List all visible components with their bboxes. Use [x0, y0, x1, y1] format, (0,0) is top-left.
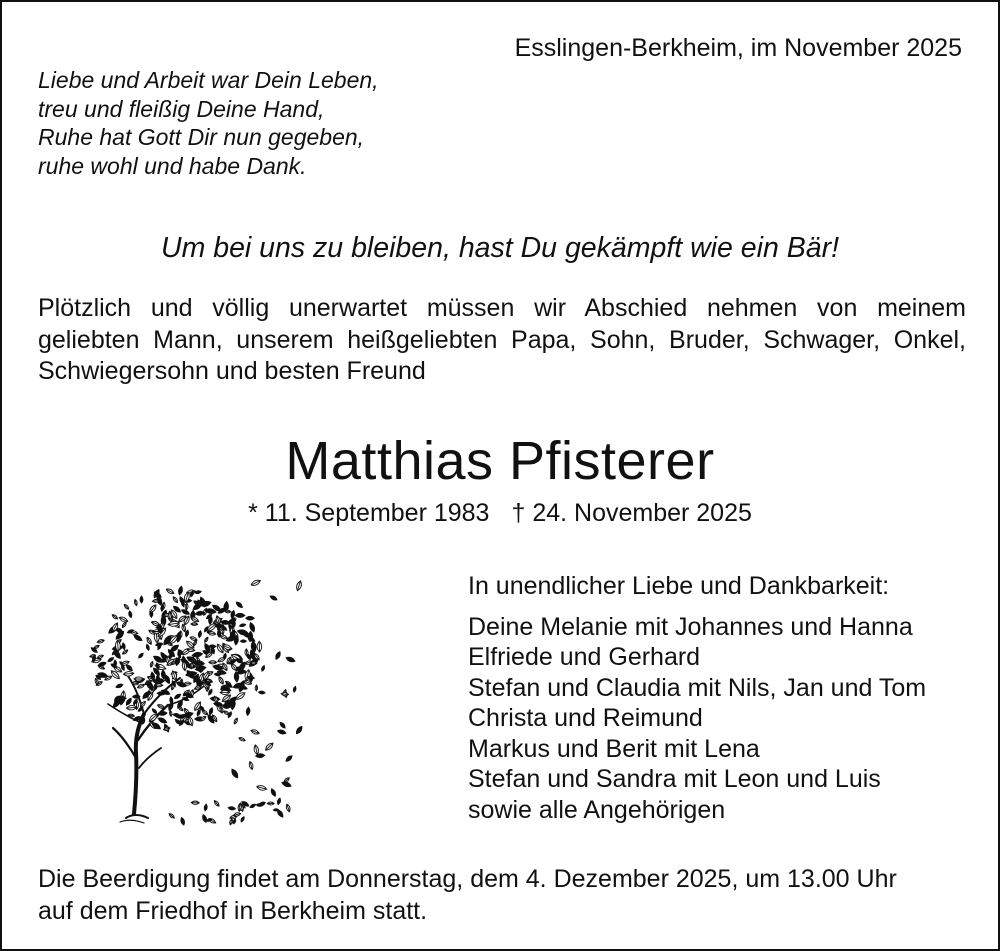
leaf-mark	[276, 809, 284, 818]
leaf-mark	[111, 613, 118, 620]
intro-line: Plötzlich und völlig unerwartet müssen wir Abschied nehmen von meinem	[38, 294, 966, 322]
leaf-mark	[217, 676, 224, 685]
leaf-mark	[246, 707, 251, 716]
intro-line: Schwiegersohn und besten Freund	[38, 357, 426, 385]
leaf-mark	[249, 622, 256, 633]
leaf-mark	[174, 693, 182, 700]
motto: Um bei uns zu bleiben, hast Du gekämpft wie ein Bär!	[160, 232, 840, 264]
leaf-mark	[181, 624, 187, 633]
leaf-mark	[181, 608, 191, 615]
leaf-mark	[229, 818, 233, 825]
leaf-mark	[255, 685, 258, 691]
leaf-mark	[118, 616, 128, 624]
mourner-entry: sowie alle Angehörigen	[468, 795, 726, 824]
life-dates	[2, 499, 998, 528]
leaf-mark	[157, 704, 165, 710]
leaf-mark	[176, 680, 187, 688]
leaf-mark	[248, 761, 254, 770]
leaf-mark	[249, 803, 256, 809]
leaf-mark	[258, 691, 265, 695]
poem	[38, 66, 379, 180]
leaf-mark	[285, 804, 291, 813]
poem-line: treu und fleißig Deine Hand,	[38, 95, 325, 122]
intro-line: geliebten Mann, unserem heißgeliebten Papa, Sohn, Bruder, Schwager, Onkel,	[38, 325, 966, 354]
mourner-entry: Christa und Reimund	[468, 704, 703, 732]
leaf-mark	[223, 710, 230, 716]
leaf-mark	[202, 814, 208, 823]
leaf-mark	[133, 634, 143, 642]
leaf-mark	[180, 817, 185, 825]
leaf-mark	[151, 708, 157, 714]
leaf-mark	[134, 599, 138, 606]
leaf-mark	[240, 640, 246, 643]
leaf-mark	[279, 721, 287, 729]
leaf-mark	[281, 781, 292, 788]
leaf-mark	[97, 639, 105, 644]
leaf-mark	[285, 754, 293, 762]
mourners-heading: In unendlicher Liebe und Dankbarkeit:	[468, 572, 890, 600]
death-date: † 24. November 2025	[511, 499, 752, 527]
tree-leaves	[89, 579, 303, 826]
place-date: Esslingen-Berkheim, im November 2025	[514, 34, 962, 62]
leaf-mark	[220, 690, 230, 694]
leaf-mark	[122, 642, 126, 649]
leaf-mark	[160, 605, 164, 612]
leaf-mark	[213, 701, 223, 707]
leaf-mark	[228, 806, 236, 810]
mourner-entry: Stefan und Claudia mit Nils, Jan und Tom	[468, 673, 927, 702]
leaf-mark	[277, 798, 282, 805]
leaf-mark	[256, 784, 267, 791]
leaf-mark	[267, 802, 274, 805]
leaf-mark	[125, 664, 133, 672]
leaf-mark	[233, 812, 241, 817]
leaf-mark	[178, 586, 184, 595]
leaf-mark	[96, 654, 104, 660]
leaf-mark	[250, 729, 260, 736]
leaf-mark	[204, 804, 208, 811]
leaf-mark	[123, 671, 134, 676]
leaf-mark	[257, 641, 262, 652]
leaf-mark	[157, 716, 167, 724]
leaf-mark	[238, 737, 245, 742]
deceased-name: Matthias Pfisterer	[285, 431, 715, 491]
leaf-mark	[196, 709, 201, 716]
leaf-mark	[261, 665, 266, 672]
funeral-line: auf dem Friedhof in Berkheim statt.	[38, 896, 428, 925]
leaf-mark	[235, 613, 245, 617]
leaf-mark	[209, 661, 217, 664]
leaf-mark	[107, 657, 114, 663]
leaf-mark	[220, 706, 224, 713]
leaf-mark	[269, 595, 278, 602]
mourner-entry: Elfriede und Gerhard	[468, 643, 701, 671]
leaf-mark	[253, 744, 259, 755]
leaf-mark	[169, 710, 172, 716]
leaf-mark	[168, 813, 175, 820]
leaf-mark	[198, 631, 202, 638]
leaf-mark	[185, 603, 188, 610]
leaf-mark	[295, 725, 303, 735]
leaf-mark	[214, 673, 221, 676]
leaf-mark	[146, 644, 151, 651]
leaf-mark	[235, 601, 243, 609]
leaf-mark	[270, 788, 277, 797]
funeral-info	[38, 864, 966, 927]
leaf-mark	[239, 623, 246, 627]
leaf-mark	[165, 588, 174, 595]
leaf-mark	[293, 686, 297, 692]
poem-line: Ruhe hat Gott Dir nun gegeben,	[38, 124, 365, 150]
birth-date: * 11. September 1983	[248, 499, 490, 527]
mourner-entry: Markus und Berit mit Lena	[468, 734, 760, 763]
leaf-mark	[277, 729, 286, 735]
leaf-mark	[274, 651, 281, 660]
leaf-mark	[264, 741, 274, 751]
leaf-mark	[232, 818, 236, 824]
mourners-list	[468, 571, 926, 825]
leaf-mark	[230, 768, 239, 779]
leaf-mark	[213, 800, 220, 808]
leaf-mark	[246, 616, 255, 620]
poem-line: ruhe wohl und habe Dank.	[38, 152, 307, 179]
leaf-mark	[245, 649, 249, 657]
leaf-mark	[149, 661, 153, 668]
intro-text	[38, 293, 966, 388]
leaf-mark	[240, 816, 245, 822]
leaf-mark	[138, 652, 145, 659]
leaf-mark	[172, 596, 179, 604]
leaf-mark	[122, 649, 129, 655]
leaf-mark	[128, 611, 132, 618]
leaf-mark	[285, 656, 295, 663]
mourner-entry: Stefan und Sandra mit Leon und Luis	[468, 765, 881, 793]
leaf-mark	[234, 691, 246, 701]
mourner-entry: Deine Melanie mit Johannes und Hanna	[468, 612, 913, 641]
leaf-mark	[217, 656, 226, 663]
leaf-mark	[158, 711, 167, 716]
leaf-mark	[115, 683, 123, 689]
leaf-mark	[93, 644, 100, 649]
poem-line: Liebe und Arbeit war Dein Leben,	[38, 67, 379, 93]
leaf-mark	[140, 596, 143, 603]
leaf-mark	[295, 580, 302, 591]
leaf-mark	[233, 717, 239, 724]
leaf-mark	[258, 801, 266, 807]
leaf-mark	[123, 604, 130, 611]
leaf-mark	[191, 623, 198, 626]
leaf-mark	[281, 692, 289, 696]
leaf-mark	[204, 636, 209, 642]
leaf-mark	[224, 610, 231, 614]
windblown-tree-illustration	[82, 568, 304, 834]
leaf-mark	[191, 801, 199, 805]
leaf-mark	[208, 707, 213, 715]
leaf-mark	[250, 579, 261, 587]
funeral-line: Die Beerdigung findet am Donnerstag, dem 4. Dezember 2025, um 13.00 Uhr	[38, 865, 897, 893]
